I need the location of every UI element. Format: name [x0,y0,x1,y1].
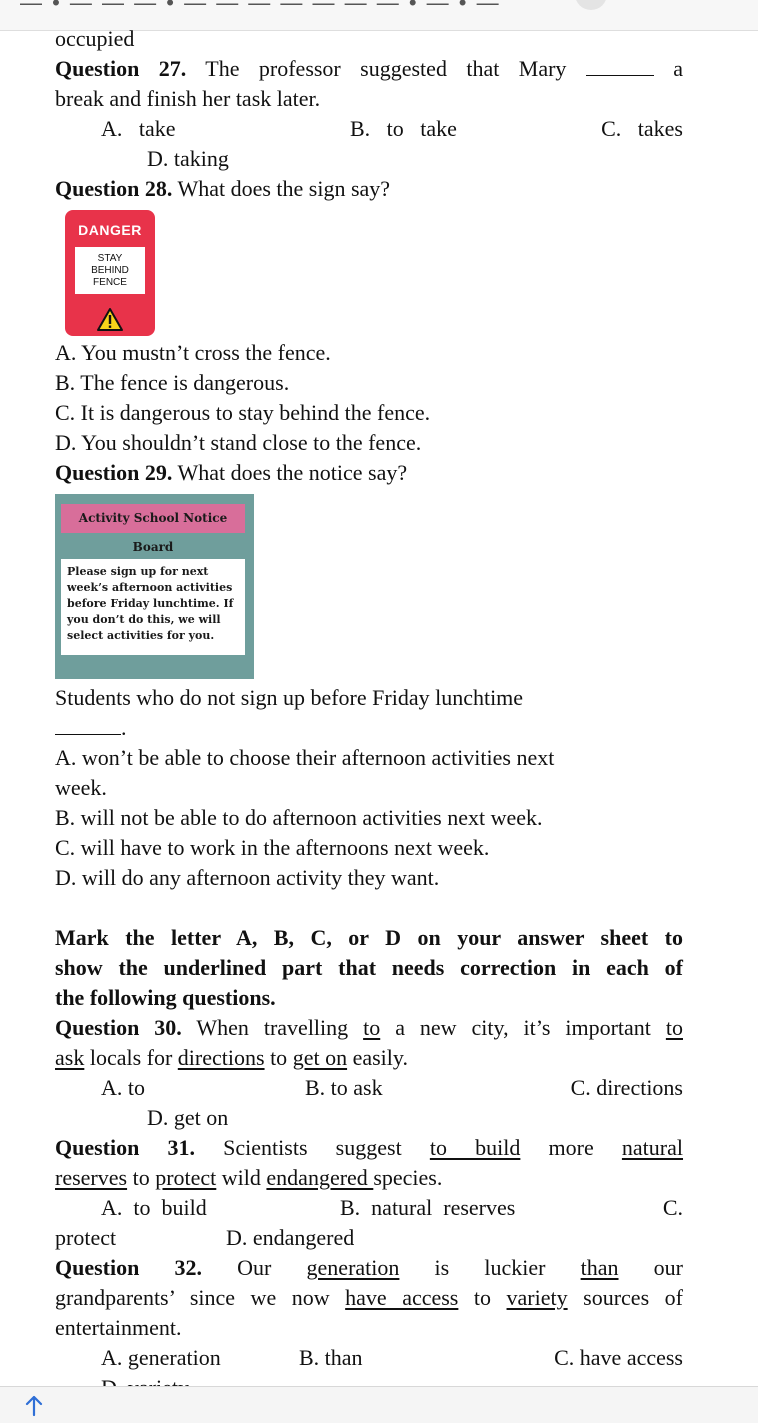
underlined-part: to build [429,1135,521,1160]
question-32-label: Question 32. [55,1255,203,1280]
question-29-label: Question 29. [55,460,173,485]
instruction-line2: show the underlined part that needs correction in each of [55,955,683,980]
answer-blank [586,55,654,76]
toolbar-glyphs: — • — — — • — — — — — — — • — • — [20,0,501,15]
question-28-line: Question 28. What does the sign say? [55,176,391,201]
instruction-line1: Mark the letter A, B, C, or D on your answer sheet to [55,925,683,950]
question-29-stem: Students who do not sign up before Friday lunchtime [55,685,524,710]
question-28-label: Question 28. [55,176,173,201]
underlined-part: generation [306,1255,400,1280]
instruction-line3: the following questions. [55,985,276,1010]
option-a: A. to build [101,1195,207,1220]
question-32-options [55,1343,683,1373]
underlined-part: ask [55,1045,85,1070]
underlined-part: variety [506,1285,568,1310]
question-29-option-c: C. will have to work in the afternoons next week. [55,835,490,860]
underlined-part: than [580,1255,619,1280]
underlined-part: endangered [266,1165,374,1190]
option-d: D. endangered [226,1225,355,1250]
question-28-option-c: C. It is dangerous to stay behind the fence. [55,400,431,425]
document-page [55,24,683,1403]
line-occupied: occupied [55,26,135,51]
underlined-part: get on [292,1045,348,1070]
option-c: C. directions [570,1075,683,1100]
sign-heading: DANGER [78,222,142,238]
warning-triangle-icon [96,307,124,332]
question-27-options-row2 [55,144,683,174]
question-27-line2: break and finish her task later. [55,86,321,111]
question-30-label: Question 30. [55,1015,182,1040]
question-29-option-a-cont: week. [55,775,107,800]
option-b: B. to ask [305,1075,383,1100]
option-d: D. taking [147,146,229,171]
underlined-part: directions [177,1045,265,1070]
question-29-option-b: B. will not be able to do afternoon activities next week. [55,805,543,830]
option-c: C. have access [554,1345,683,1370]
option-c-text: protect [55,1225,117,1250]
question-27-options [55,114,683,144]
question-31-options [55,1193,683,1223]
scroll-up-arrow-icon[interactable] [22,1393,46,1417]
danger-sign-image [65,210,155,336]
option-a: A. generation [101,1345,221,1370]
toolbar-circle-button[interactable] [575,0,607,10]
question-32-line2: grandparents’ since we now have access to variety sources of [55,1285,683,1310]
question-27-label: Question 27. [55,56,187,81]
sign-panel: STAY BEHIND FENCE [75,247,145,294]
option-a: A. to [101,1075,145,1100]
underlined-part: protect [155,1165,217,1190]
question-29-option-d: D. will do any afternoon activity they want. [55,865,440,890]
option-b: B. natural reserves [340,1195,516,1220]
question-28-option-a: A. You mustn’t cross the fence. [55,340,331,365]
option-b: B. to take [350,116,457,141]
question-30-line2: ask locals for directions to get on easily. [55,1045,408,1070]
option-d: D. get on [147,1105,229,1130]
notice-body: Please sign up for next week’s afternoon activities before Friday lunchtime. If you don’t do this, we will select activities for you. [61,559,245,655]
notice-title: Activity School Notice Board [61,504,245,533]
question-31-line2: reserves to protect wild endangered species. [55,1165,443,1190]
option-c: C. takes [601,116,683,141]
underlined-part: reserves [55,1165,128,1190]
bottom-toolbar [0,1386,758,1423]
question-27-line1: Question 27. The professor suggested that Mary a [55,56,684,81]
question-31-line1: Question 31. Scientists suggest to build more natural [55,1135,684,1160]
question-29-line: Question 29. What does the notice say? [55,460,408,485]
answer-blank [55,714,121,735]
underlined-part: natural [621,1135,684,1160]
option-c: C. [662,1195,683,1220]
question-29-option-a: A. won’t be able to choose their afternoon activities next [55,745,555,770]
question-32-line3: entertainment. [55,1315,182,1340]
question-31-options-row2 [55,1223,683,1253]
question-30-options-row2 [55,1103,683,1133]
notice-board-image [55,494,254,679]
question-32-line1: Question 32. Our generation is luckier than our [55,1255,683,1280]
question-30-line1: Question 30. When travelling to a new city, it’s important to [55,1015,683,1040]
underlined-part: to [665,1015,683,1040]
underlined-part: to [363,1015,381,1040]
question-31-label: Question 31. [55,1135,196,1160]
option-a: A. take [101,116,176,141]
underlined-part: have access [345,1285,459,1310]
option-b: B. than [299,1345,363,1370]
question-28-option-d: D. You shouldn’t stand close to the fence. [55,430,422,455]
question-30-options [55,1073,683,1103]
question-28-option-b: B. The fence is dangerous. [55,370,290,395]
question-29-blank-line: . [55,713,683,743]
